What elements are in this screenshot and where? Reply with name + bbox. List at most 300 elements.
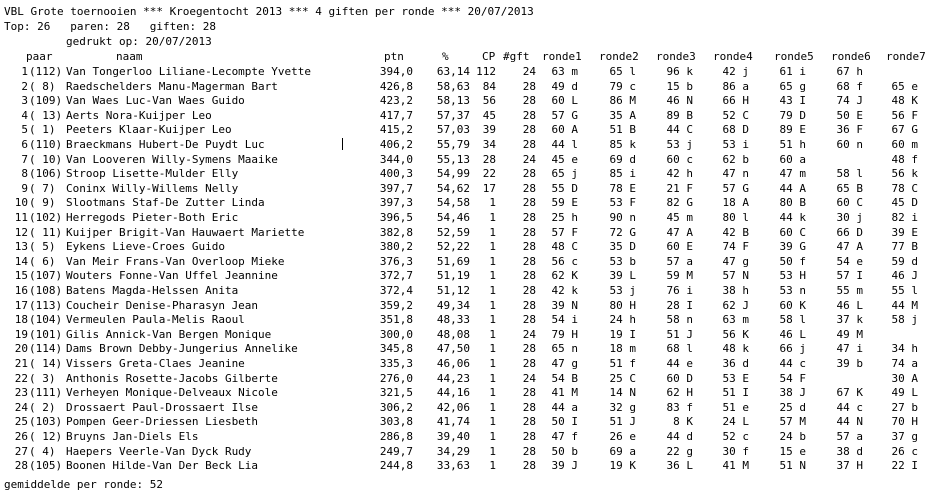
row-points: 376,3 <box>379 254 413 268</box>
row-cp: 1 <box>489 225 496 239</box>
row-round-3: 45 m <box>666 211 693 224</box>
row-points: 335,3 <box>379 357 413 370</box>
row-percentage: 55,13 <box>436 152 470 166</box>
row-round-1: 62 K <box>551 269 578 283</box>
paren-label: paren: <box>70 20 110 33</box>
row-rank: 18 <box>14 313 28 327</box>
row-round-3: 46 N <box>666 94 693 108</box>
row-round-2: 69 a <box>609 444 636 458</box>
row-round-1: 65 j <box>551 167 578 181</box>
row-round-4: 57 G <box>722 181 749 195</box>
top-value: 26 <box>37 20 51 33</box>
row-round-7: 56 F <box>891 108 918 122</box>
row-round-1: 56 c <box>551 254 578 268</box>
giften-label: giften: <box>149 20 197 33</box>
row-round-4: 68 D <box>722 123 749 137</box>
row-round-6: 74 J <box>836 94 863 108</box>
row-cp: 1 <box>489 196 496 210</box>
row-round-6: 65 B <box>836 181 863 195</box>
row-rank: 4 <box>21 108 28 122</box>
row-percentage: 48,33 <box>436 313 470 327</box>
row-pair-name: Gilis Annick-Van Bergen Monique <box>66 327 272 341</box>
row-points: 396,5 <box>379 211 413 224</box>
row-cp: 1 <box>489 386 496 400</box>
row-pair-name: Haepers Veerle-Van Dyck Rudy <box>66 444 252 458</box>
row-round-5: 60 C <box>779 225 806 239</box>
row-round-2: 80 H <box>609 298 636 312</box>
row-round-7: 70 H <box>891 415 918 429</box>
row-gift-count: 28 <box>522 167 536 181</box>
row-percentage: 57,37 <box>436 108 470 122</box>
row-cp: 1 <box>489 284 496 297</box>
row-gift-count: 28 <box>522 444 536 458</box>
row-points: 244,8 <box>379 459 413 473</box>
row-round-5: 38 J <box>779 386 806 400</box>
row-round-2: 25 C <box>609 371 636 385</box>
row-round-6: 58 l <box>836 167 863 181</box>
row-round-4: 48 k <box>722 342 749 356</box>
row-pair-name: Anthonis Rosette-Jacobs Gilberte <box>66 371 278 385</box>
row-rank: 22 <box>14 371 28 385</box>
row-round-7: 78 C <box>891 181 918 195</box>
row-pair-number: (101) <box>29 327 63 341</box>
row-round-7: 37 g <box>891 430 918 443</box>
row-round-5: 25 d <box>779 400 806 414</box>
row-round-7: 55 l <box>891 284 918 297</box>
report-summary <box>4 20 216 34</box>
col-ptn: ptn <box>384 50 404 63</box>
row-rank: 19 <box>14 327 28 341</box>
row-pair-number: ( 6) <box>29 254 56 268</box>
row-pair-number: ( 10) <box>29 152 63 166</box>
row-gift-count: 28 <box>522 386 536 400</box>
row-points: 344,0 <box>379 152 413 166</box>
row-round-1: 48 C <box>551 240 578 254</box>
row-gift-count: 28 <box>522 400 536 414</box>
row-round-3: 44 d <box>666 430 693 443</box>
row-round-4: 80 l <box>722 211 749 224</box>
row-rank: 27 <box>14 444 28 458</box>
row-percentage: 41,74 <box>436 415 470 429</box>
row-round-4: 41 M <box>722 459 749 473</box>
row-pair-number: (111) <box>29 386 63 400</box>
col-ronde4: ronde4 <box>713 50 753 63</box>
row-round-6: 55 m <box>836 284 863 297</box>
col-ronde6: ronde6 <box>831 50 871 63</box>
row-gift-count: 24 <box>522 371 536 385</box>
row-round-2: 24 h <box>609 313 636 327</box>
col-naam: naam <box>116 50 143 63</box>
row-round-3: 60 E <box>666 240 693 254</box>
row-round-6: 37 k <box>836 313 863 327</box>
row-round-6: 50 E <box>836 108 863 122</box>
row-gift-count: 28 <box>522 240 536 254</box>
row-cp: 112 <box>476 65 496 78</box>
row-cp: 45 <box>482 108 496 122</box>
paren-value: 28 <box>116 20 130 33</box>
row-cp: 1 <box>489 254 496 268</box>
row-points: 345,8 <box>379 342 413 356</box>
row-rank: 15 <box>14 269 28 283</box>
row-round-7: 56 k <box>891 167 918 181</box>
row-round-2: 18 m <box>609 342 636 356</box>
row-rank: 10 <box>14 196 28 210</box>
row-round-1: 60 A <box>551 123 578 137</box>
row-percentage: 54,62 <box>436 181 470 195</box>
row-round-4: 56 K <box>722 327 749 341</box>
row-round-2: 53 j <box>609 284 636 297</box>
row-pair-name: Herregods Pieter-Both Eric <box>66 211 239 224</box>
row-cp: 1 <box>489 430 496 443</box>
row-round-2: 39 L <box>609 269 636 283</box>
row-round-1: 44 l <box>551 138 578 151</box>
row-round-2: 85 i <box>609 167 636 181</box>
row-pair-name: Drossaert Paul-Drossaert Ilse <box>66 400 259 414</box>
col-ronde2: ronde2 <box>599 50 639 63</box>
row-percentage: 54,46 <box>436 211 470 224</box>
row-pair-number: (114) <box>29 342 63 356</box>
row-round-7: 30 A <box>891 371 918 385</box>
row-rank: 26 <box>14 430 28 443</box>
row-round-6: 60 n <box>836 138 863 151</box>
row-pair-name: Boonen Hilde-Van Der Beck Lia <box>66 459 259 473</box>
row-rank: 25 <box>14 415 28 429</box>
row-pair-name: Kuijper Brigit-Van Hauwaert Mariette <box>66 225 305 239</box>
row-round-5: 89 E <box>779 123 806 137</box>
row-cp: 1 <box>489 371 496 385</box>
row-round-4: 53 i <box>722 138 749 151</box>
row-round-4: 57 N <box>722 269 749 283</box>
row-percentage: 44,23 <box>436 371 470 385</box>
row-round-4: 86 a <box>722 79 749 93</box>
row-round-1: 41 M <box>551 386 578 400</box>
row-round-5: 80 B <box>779 196 806 210</box>
row-gift-count: 28 <box>522 181 536 195</box>
row-round-6: 38 d <box>836 444 863 458</box>
row-points: 406,2 <box>379 138 413 151</box>
row-percentage: 34,29 <box>436 444 470 458</box>
row-round-1: 59 E <box>551 196 578 210</box>
row-pair-number: ( 11) <box>29 225 63 239</box>
row-round-2: 85 k <box>609 138 636 151</box>
row-pair-number: ( 2) <box>29 400 56 414</box>
row-rank: 7 <box>21 152 28 166</box>
row-round-5: 51 h <box>779 138 806 151</box>
row-round-6: 39 b <box>836 357 863 370</box>
row-points: 426,8 <box>379 79 413 93</box>
row-pair-number: ( 12) <box>29 430 63 443</box>
row-pair-number: ( 9) <box>29 196 56 210</box>
row-round-6: 47 A <box>836 240 863 254</box>
row-pair-number: (108) <box>29 284 63 297</box>
row-rank: 6 <box>21 138 28 151</box>
row-cp: 1 <box>489 444 496 458</box>
row-percentage: 51,12 <box>436 284 470 297</box>
row-rank: 3 <box>21 94 28 108</box>
row-points: 417,7 <box>379 108 413 122</box>
row-round-6: 68 f <box>836 79 863 93</box>
row-round-4: 74 F <box>722 240 749 254</box>
row-round-7: 77 B <box>891 240 918 254</box>
row-gift-count: 28 <box>522 254 536 268</box>
row-percentage: 57,03 <box>436 123 470 137</box>
row-round-3: 51 J <box>666 327 693 341</box>
row-round-7: 82 i <box>891 211 918 224</box>
row-round-7: 74 a <box>891 357 918 370</box>
row-pair-name: Van Meir Frans-Van Overloop Mieke <box>66 254 285 268</box>
row-rank: 24 <box>14 400 28 414</box>
row-points: 300,0 <box>379 327 413 341</box>
row-rank: 14 <box>14 254 28 268</box>
row-percentage: 54,58 <box>436 196 470 210</box>
row-pair-name: Bruyns Jan-Diels Els <box>66 430 199 443</box>
row-round-1: 54 B <box>551 371 578 385</box>
row-round-1: 47 f <box>551 430 578 443</box>
row-round-3: 53 j <box>666 138 693 151</box>
top-label: Top: <box>4 20 31 33</box>
row-round-2: 51 J <box>609 415 636 429</box>
row-pair-number: (106) <box>29 167 63 181</box>
row-round-3: 36 L <box>666 459 693 473</box>
row-gift-count: 28 <box>522 94 536 108</box>
row-cp: 1 <box>489 327 496 341</box>
row-pair-name: Van Looveren Willy-Symens Maaike <box>66 152 278 166</box>
row-pair-number: ( 13) <box>29 108 63 122</box>
row-round-1: 49 d <box>551 79 578 93</box>
row-pair-number: (110) <box>29 138 63 151</box>
row-points: 423,2 <box>379 94 413 108</box>
row-round-1: 39 J <box>551 459 578 473</box>
row-pair-number: ( 5) <box>29 240 56 254</box>
row-round-5: 39 G <box>779 240 806 254</box>
row-round-2: 86 M <box>609 94 636 108</box>
row-rank: 17 <box>14 298 28 312</box>
row-round-2: 19 K <box>609 459 636 473</box>
row-points: 276,0 <box>379 371 413 385</box>
row-round-7: 65 e <box>891 79 918 93</box>
row-round-3: 28 I <box>666 298 693 312</box>
row-pair-number: ( 3) <box>29 371 56 385</box>
text-cursor <box>342 138 343 150</box>
row-pair-name: Van Waes Luc-Van Waes Guido <box>66 94 245 108</box>
row-round-4: 52 C <box>722 108 749 122</box>
row-round-3: 57 a <box>666 254 693 268</box>
col-cp: CP <box>482 50 496 63</box>
row-round-4: 24 L <box>722 415 749 429</box>
row-gift-count: 28 <box>522 342 536 356</box>
row-points: 351,8 <box>379 313 413 327</box>
row-percentage: 39,40 <box>436 430 470 443</box>
row-rank: 13 <box>14 240 28 254</box>
row-points: 372,7 <box>379 269 413 283</box>
row-gift-count: 28 <box>522 459 536 473</box>
row-round-5: 44 c <box>779 357 806 370</box>
row-round-5: 43 I <box>779 94 806 108</box>
row-cp: 22 <box>482 167 496 181</box>
row-round-4: 66 H <box>722 94 749 108</box>
row-cp: 1 <box>489 269 496 283</box>
row-gift-count: 28 <box>522 298 536 312</box>
row-percentage: 63,14 <box>436 65 470 78</box>
row-points: 397,3 <box>379 196 413 210</box>
row-pair-number: (113) <box>29 298 63 312</box>
row-round-6: 37 H <box>836 459 863 473</box>
report-title: VBL Grote toernooien *** Kroegentocht 2013 *** 4 giften per ronde *** 20/07/2013 <box>4 5 534 18</box>
row-round-3: 96 k <box>666 65 693 78</box>
row-round-5: 66 j <box>779 342 806 356</box>
row-round-4: 52 c <box>722 430 749 443</box>
row-round-4: 30 f <box>722 444 749 458</box>
row-round-6: 30 j <box>836 211 863 224</box>
row-pair-name: Wouters Fonne-Van Uffel Jeannine <box>66 269 278 283</box>
row-pair-number: (112) <box>29 65 63 78</box>
row-cp: 84 <box>482 79 496 93</box>
col-paar: paar <box>26 50 53 63</box>
row-round-3: 8 K <box>673 415 693 429</box>
row-percentage: 52,22 <box>436 240 470 254</box>
row-percentage: 58,13 <box>436 94 470 108</box>
row-pair-name: Verheyen Monique-Delveaux Nicole <box>66 386 278 400</box>
row-round-5: 51 N <box>779 459 806 473</box>
row-round-1: 55 D <box>551 181 578 195</box>
row-pair-number: (103) <box>29 415 63 429</box>
row-gift-count: 28 <box>522 108 536 122</box>
row-pair-name: Eykens Lieve-Croes Guido <box>66 240 225 254</box>
row-cp: 39 <box>482 123 496 137</box>
row-rank: 5 <box>21 123 28 137</box>
row-round-3: 76 i <box>666 284 693 297</box>
row-round-2: 79 c <box>609 79 636 93</box>
row-round-1: 47 g <box>551 357 578 370</box>
row-round-1: 50 I <box>551 415 578 429</box>
row-round-4: 38 h <box>722 284 749 297</box>
col-gft: #gft <box>503 50 530 63</box>
footer-value: 52 <box>149 478 163 491</box>
row-round-4: 62 b <box>722 152 749 166</box>
row-percentage: 51,69 <box>436 254 470 268</box>
footer-average <box>4 478 163 492</box>
row-rank: 8 <box>21 167 28 181</box>
row-round-3: 44 C <box>666 123 693 137</box>
row-round-1: 50 b <box>551 444 578 458</box>
row-points: 286,8 <box>379 430 413 443</box>
row-gift-count: 24 <box>522 327 536 341</box>
row-round-6: 47 i <box>836 342 863 356</box>
row-round-7: 26 c <box>891 444 918 458</box>
row-round-4: 51 e <box>722 400 749 414</box>
row-round-3: 89 B <box>666 108 693 122</box>
row-points: 415,2 <box>379 123 413 137</box>
row-round-1: 42 k <box>551 284 578 297</box>
row-gift-count: 28 <box>522 284 536 297</box>
row-round-6: 44 c <box>836 400 863 414</box>
row-rank: 16 <box>14 284 28 297</box>
row-cp: 1 <box>489 415 496 429</box>
row-pair-number: (104) <box>29 313 63 327</box>
row-rank: 21 <box>14 357 28 370</box>
row-round-6: 67 h <box>836 65 863 78</box>
row-round-3: 60 c <box>666 152 693 166</box>
row-round-3: 68 l <box>666 342 693 356</box>
row-round-4: 36 d <box>722 357 749 370</box>
row-round-1: 60 L <box>551 94 578 108</box>
row-rank: 1 <box>21 65 28 78</box>
row-round-4: 47 g <box>722 254 749 268</box>
row-round-2: 19 I <box>609 327 636 341</box>
row-round-1: 54 i <box>551 313 578 327</box>
row-gift-count: 28 <box>522 430 536 443</box>
row-round-7: 48 K <box>891 94 918 108</box>
row-round-1: 57 G <box>551 108 578 122</box>
row-round-7: 58 j <box>891 313 918 327</box>
row-percentage: 46,06 <box>436 357 470 370</box>
row-pair-name: Pompen Geer-Driessen Liesbeth <box>66 415 259 429</box>
row-rank: 12 <box>14 225 28 239</box>
row-pair-name: Vermeulen Paula-Melis Raoul <box>66 313 245 327</box>
row-gift-count: 28 <box>522 225 536 239</box>
row-points: 306,2 <box>379 400 413 414</box>
row-rank: 9 <box>21 181 28 195</box>
row-round-2: 35 D <box>609 240 636 254</box>
row-rank: 2 <box>21 79 28 93</box>
row-round-1: 44 a <box>551 400 578 414</box>
row-pair-name: Vissers Greta-Claes Jeanine <box>66 357 245 370</box>
col-ronde5: ronde5 <box>774 50 814 63</box>
row-gift-count: 28 <box>522 79 536 93</box>
row-round-3: 42 h <box>666 167 693 181</box>
row-gift-count: 28 <box>522 313 536 327</box>
row-pair-name: Coninx Willy-Willems Nelly <box>66 181 239 195</box>
row-round-6: 46 L <box>836 298 863 312</box>
row-points: 400,3 <box>379 167 413 181</box>
row-round-6: 66 D <box>836 225 863 239</box>
row-round-4: 51 I <box>722 386 749 400</box>
row-round-2: 53 F <box>609 196 636 210</box>
row-rank: 23 <box>14 386 28 400</box>
col-ronde7: ronde7 <box>886 50 926 63</box>
row-round-6: 67 K <box>836 386 863 400</box>
footer-label: gemiddelde per ronde: <box>4 478 144 491</box>
row-round-7: 27 b <box>891 400 918 414</box>
row-round-5: 46 L <box>779 327 806 341</box>
row-round-3: 44 e <box>666 357 693 370</box>
row-gift-count: 28 <box>522 196 536 210</box>
row-cp: 1 <box>489 240 496 254</box>
row-cp: 1 <box>489 342 496 356</box>
row-round-5: 57 M <box>779 415 806 429</box>
row-round-7: 44 M <box>891 298 918 312</box>
row-rank: 28 <box>14 459 28 473</box>
row-round-4: 62 J <box>722 298 749 312</box>
row-round-2: 14 N <box>609 386 636 400</box>
row-round-3: 47 A <box>666 225 693 239</box>
row-cp: 1 <box>489 357 496 370</box>
row-round-1: 39 N <box>551 298 578 312</box>
row-points: 394,0 <box>379 65 413 78</box>
row-round-5: 61 i <box>779 65 806 78</box>
row-percentage: 42,06 <box>436 400 470 414</box>
row-cp: 34 <box>482 138 496 151</box>
row-round-7: 45 D <box>891 196 918 210</box>
row-round-6: 54 e <box>836 254 863 268</box>
row-round-4: 47 n <box>722 167 749 181</box>
row-round-3: 82 G <box>666 196 693 210</box>
row-pair-name: Batens Magda-Helssen Anita <box>66 284 239 297</box>
row-round-7: 59 d <box>891 254 918 268</box>
row-round-1: 45 e <box>551 152 578 166</box>
row-pair-number: (105) <box>29 459 63 473</box>
row-round-7: 48 f <box>891 152 918 166</box>
